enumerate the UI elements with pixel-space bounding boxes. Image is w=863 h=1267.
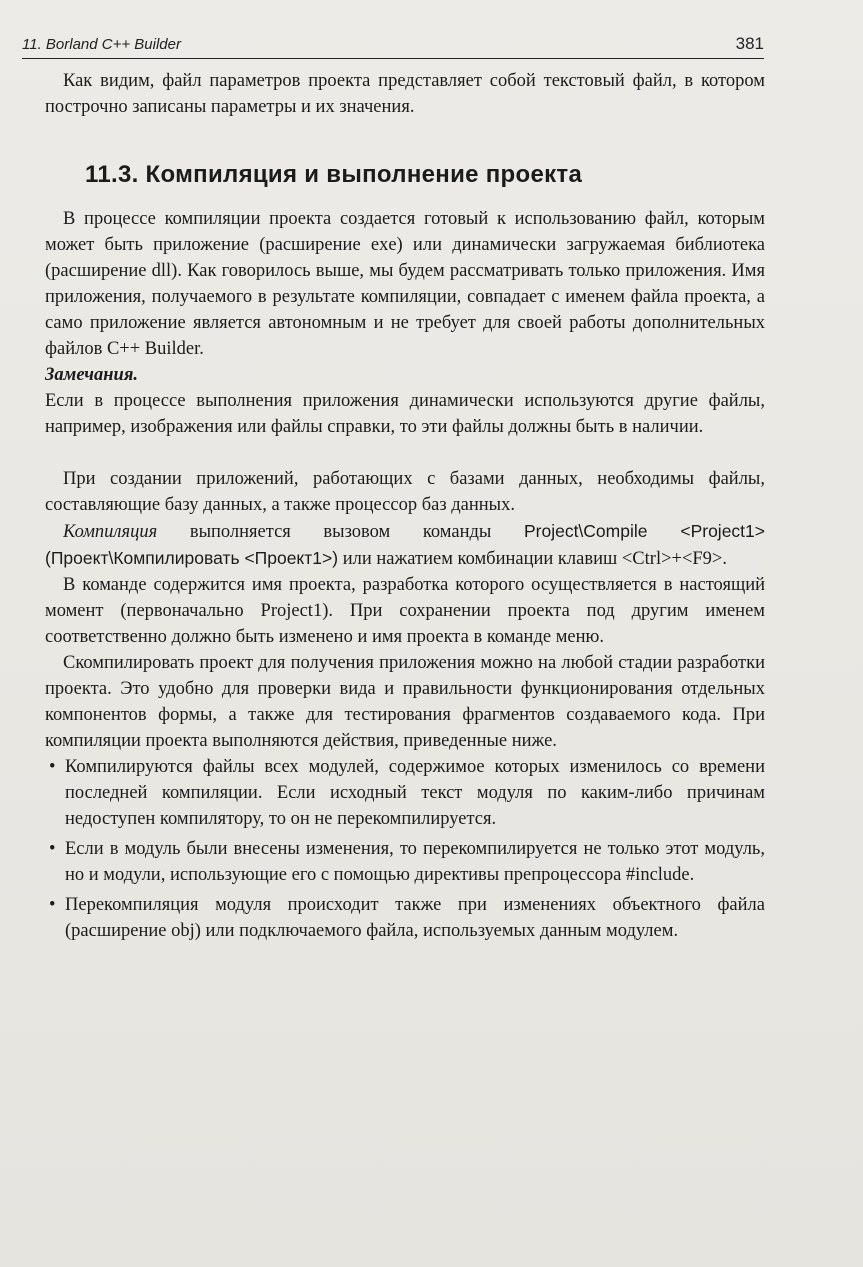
bullet-item: • Перекомпиляция модуля происходит также при изменениях объектного файла (расширение obj) или подключаемого файла, используемых данным модулем.	[45, 892, 765, 944]
notes-title: Замечания.	[45, 365, 138, 385]
intro-paragraph: Как видим, файл параметров проекта представляет собой текстовый файл, в котором построчно записаны параметры и их значения.	[45, 71, 765, 117]
running-title: 11. Borland C++ Builder	[22, 36, 181, 53]
compile-text-after: или нажатием комбинации клавиш <Ctrl>+<F9>.	[338, 549, 727, 569]
section-title: 11.3. Компиляция и выполнение проекта	[85, 161, 583, 188]
compile-term: Компиляция	[63, 522, 158, 542]
page-header	[22, 36, 764, 59]
notes-gap	[45, 440, 765, 466]
compile-paragraph	[45, 518, 765, 572]
page-content	[45, 68, 765, 948]
bullet-item: • Если в модуль были внесены изменения, то перекомпилируется не только этот модуль, но и модули, использующие его с помощью директивы препроцессора #include.	[45, 836, 765, 888]
page-number: 381	[735, 34, 764, 53]
notes-paragraph-1: Если в процессе выполнения приложения динамически используются другие файлы, например, изображения или файлы справки, то эти файлы должны быть в наличии.	[45, 391, 765, 437]
compile-text-before: выполняется вызовом команды	[157, 522, 524, 542]
compile-paragraph-2: В команде содержится имя проекта, разработка которого осуществляется в настоящий момент (первоначально Project1). При сохранении проекта под другим именем соответственно должно быть изменено и имя проекта в команде меню.	[45, 575, 765, 647]
compile-command: Project\Compile <Project1> (Проект\Компилировать <Проект1>)	[45, 521, 765, 568]
bullet-list	[45, 754, 765, 944]
notes-paragraph-2: При создании приложений, работающих с базами данных, необходимы файлы, составляющие базу данных, а также процессор баз данных.	[45, 469, 765, 515]
bullet-item: • Компилируются файлы всех модулей, содержимое которых изменилось со времени последней компиляции. Если исходный текст модуля по каким-либо причинам недоступен компилятору, то он не перекомпилируется.	[45, 754, 765, 832]
compile-paragraph-3: Скомпилировать проект для получения приложения можно на любой стадии разработки проекта. Это удобно для проверки вида и правильности функционирования отдельных компонентов формы, а также для тестирования фрагментов создаваемого кода. При компиляции проекта выполняются действия, приведенные ниже.	[45, 653, 765, 751]
section-paragraph: В процессе компиляции проекта создается готовый к использованию файл, которым может быть приложение (расширение exe) или динамически загружаемая библиотека (расширение dll). Как говорилось выше, мы будем рассматривать только приложения. Имя приложения, получаемого в результате компиляции, совпадает с именем файла проекта, а само приложение является автономным и не требует для своей работы дополнительных файлов C++ Builder.	[45, 209, 765, 359]
